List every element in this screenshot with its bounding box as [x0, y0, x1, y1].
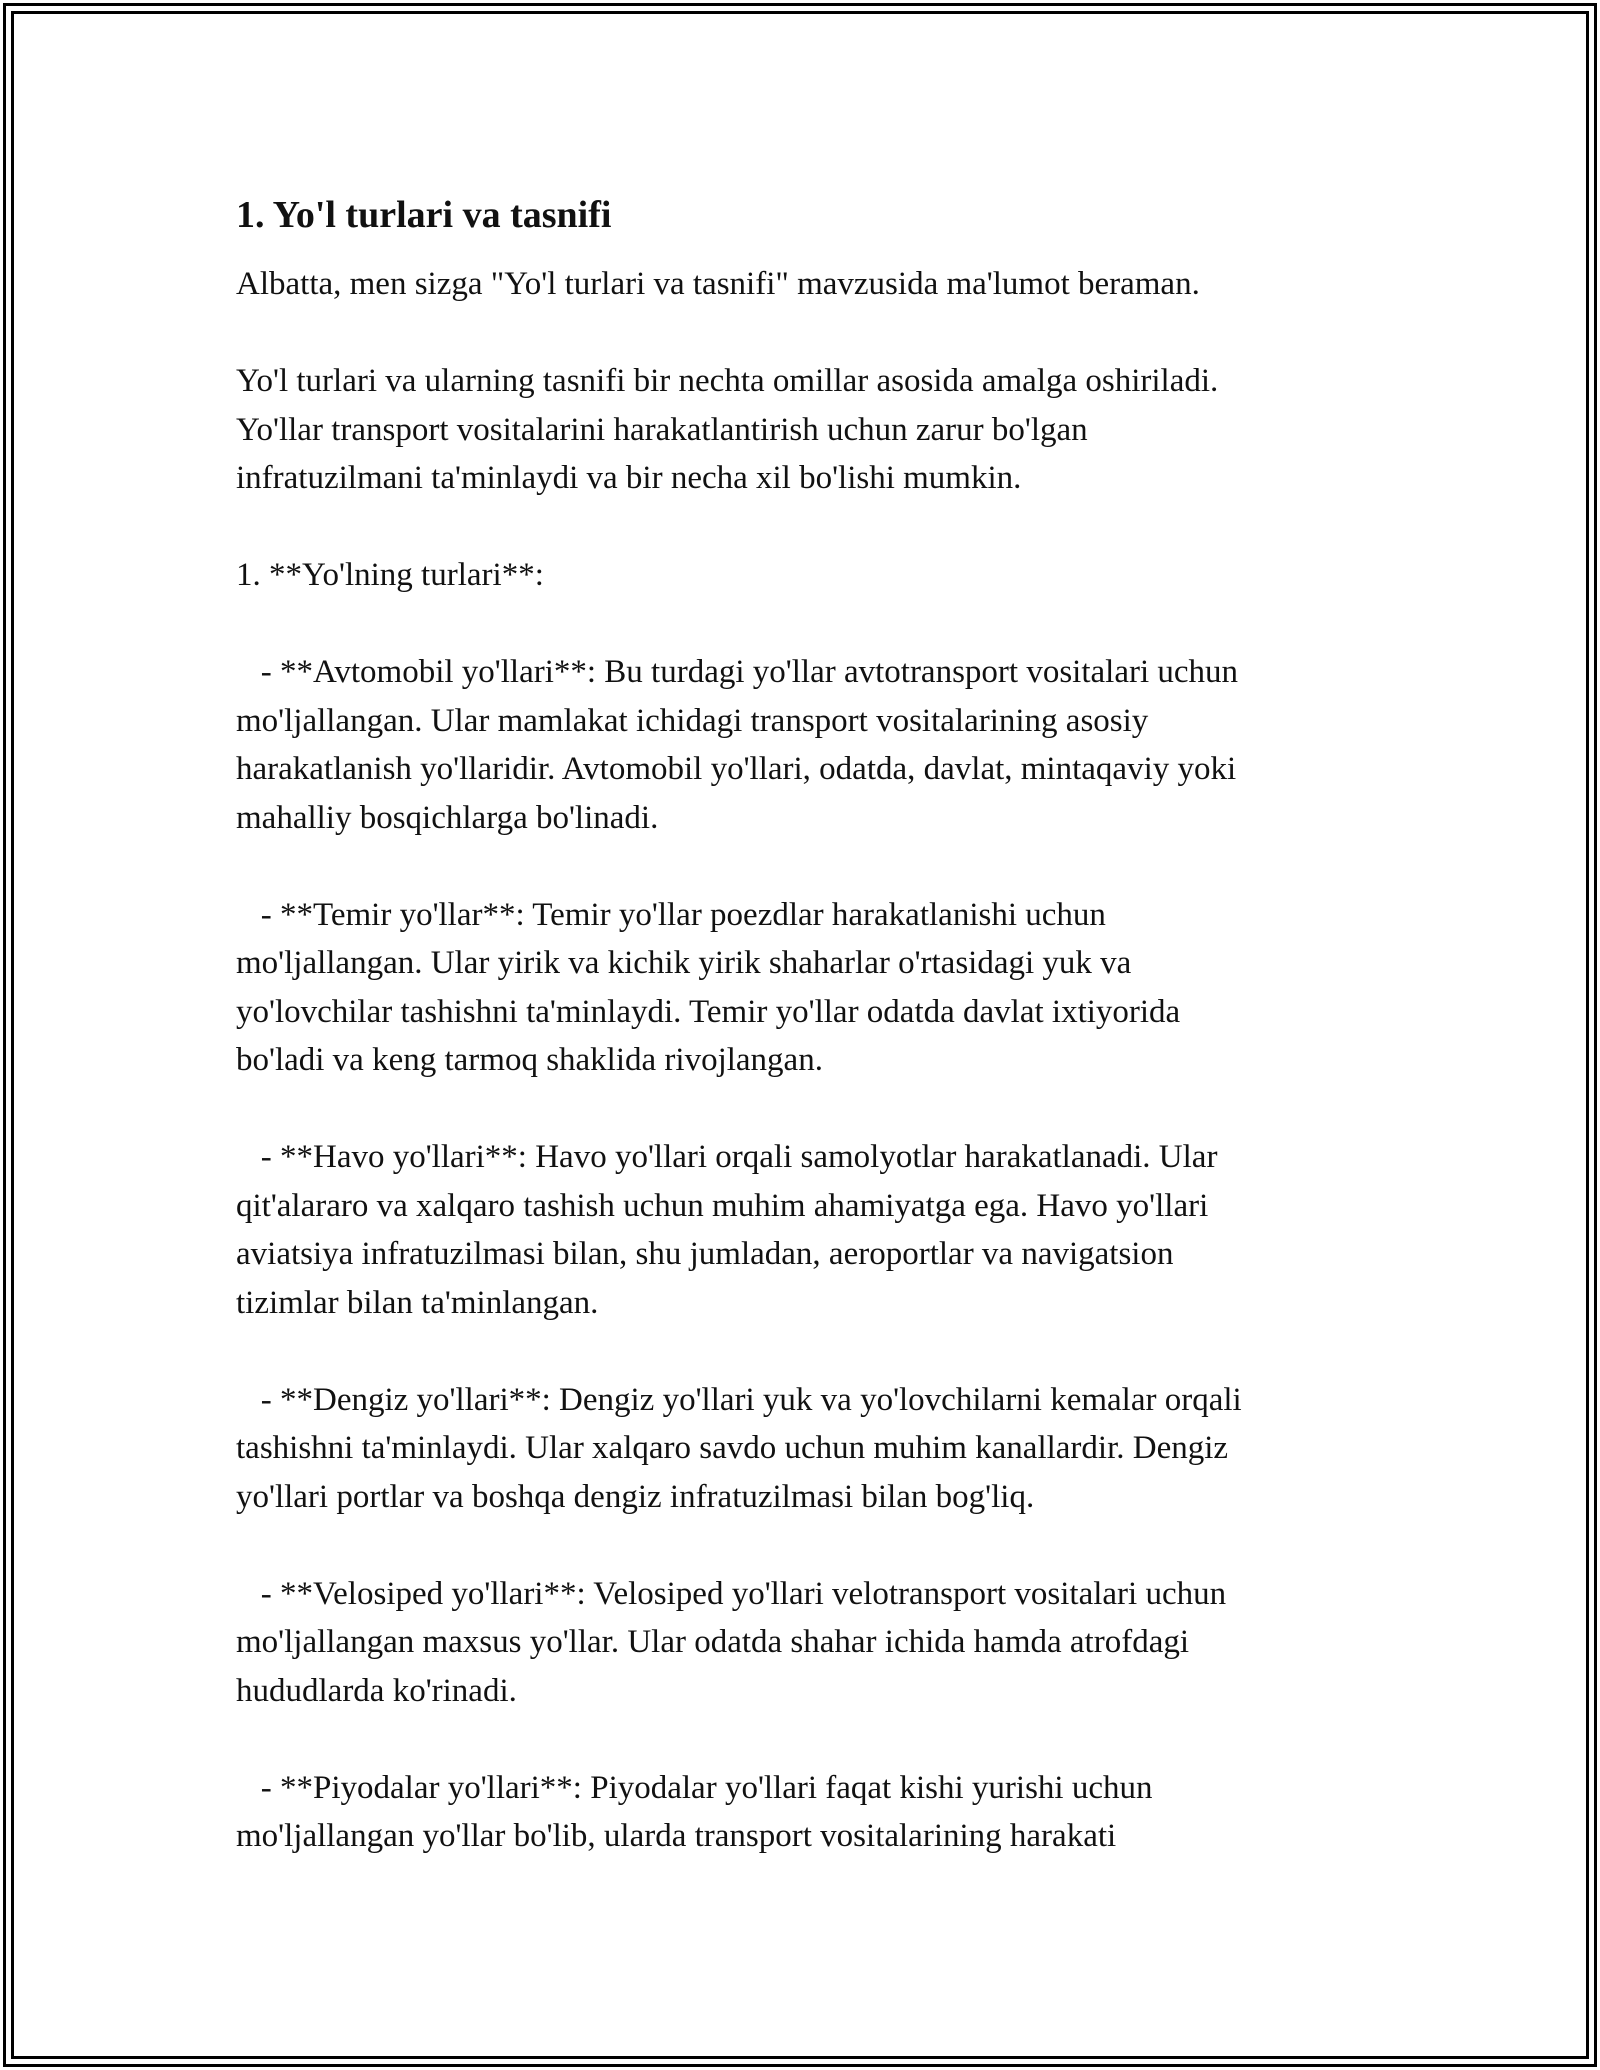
paragraph-list	[236, 260, 1386, 1861]
paragraph	[236, 891, 1386, 1085]
document-body	[236, 190, 1386, 1909]
paragraph-line: - **Temir yo'llar**: Temir yo'llar poezdlar harakatlanishi uchun	[236, 896, 1106, 933]
paragraph-line: - **Havo yo'llari**: Havo yo'llari orqali samolyotlar harakatlanadi. Ular	[236, 1139, 1218, 1175]
paragraph-line: tizimlar bilan ta'minlangan.	[236, 1284, 599, 1321]
paragraph-line: mahalliy bosqichlarga bo'linadi.	[236, 799, 659, 836]
paragraph-line: mo'ljallangan. Ular yirik va kichik yirik shaharlar o'rtasidagi yuk va	[236, 945, 1132, 981]
paragraph-line: 1. **Yo'lning turlari**:	[236, 557, 544, 593]
document-title: 1. Yo'l turlari va tasnifi	[236, 194, 612, 236]
paragraph-line: mo'ljallangan maxsus yo'llar. Ular odatda shahar ichida hamda atrofdagi	[236, 1624, 1190, 1660]
paragraph-line: mo'ljallangan yo'llar bo'lib, ularda transport vositalarining harakati	[236, 1818, 1117, 1854]
paragraph	[236, 1376, 1386, 1522]
paragraph	[236, 551, 1386, 600]
paragraph	[236, 1570, 1386, 1716]
paragraph-line: tashishni ta'minlaydi. Ular xalqaro savdo uchun muhim kanallardir. Dengiz	[236, 1430, 1229, 1466]
paragraph	[236, 1764, 1386, 1861]
paragraph-line: Yo'l turlari va ularning tasnifi bir nechta omillar asosida amalga oshiriladi.	[236, 363, 1219, 399]
paragraph-line: - **Avtomobil yo'llari**: Bu turdagi yo'llar avtotransport vositalari uchun	[236, 654, 1239, 690]
paragraph-line: mo'ljallangan. Ular mamlakat ichidagi transport vositalarining asosiy	[236, 702, 1149, 739]
paragraph-line: hududlarda ko'rinadi.	[236, 1672, 517, 1709]
paragraph	[236, 260, 1386, 309]
paragraph-line: infratuzilmani ta'minlaydi va bir necha xil bo'lishi mumkin.	[236, 460, 1022, 496]
paragraph-line: Albatta, men sizga "Yo'l turlari va tasnifi" mavzusida ma'lumot beraman.	[236, 266, 1200, 302]
paragraph-line: harakatlanish yo'llaridir. Avtomobil yo'llari, odatda, davlat, mintaqaviy yoki	[236, 751, 1237, 787]
paragraph	[236, 648, 1386, 842]
paragraph-line: qit'alararo va xalqaro tashish uchun muhim ahamiyatga ega. Havo yo'llari	[236, 1187, 1209, 1224]
paragraph-line: aviatsiya infratuzilmasi bilan, shu jumladan, aeroportlar va navigatsion	[236, 1236, 1174, 1272]
paragraph	[236, 1133, 1386, 1327]
paragraph	[236, 357, 1386, 503]
paragraph-line: yo'lovchilar tashishni ta'minlaydi. Temir yo'llar odatda davlat ixtiyorida	[236, 993, 1181, 1030]
paragraph-line: bo'ladi va keng tarmoq shaklida rivojlangan.	[236, 1042, 823, 1078]
paragraph-line: Yo'llar transport vositalarini harakatlantirish uchun zarur bo'lgan	[236, 411, 1088, 448]
paragraph-line: - **Velosiped yo'llari**: Velosiped yo'llari velotransport vositalari uchun	[236, 1575, 1227, 1612]
paragraph-line: - **Piyodalar yo'llari**: Piyodalar yo'llari faqat kishi yurishi uchun	[236, 1769, 1153, 1806]
paragraph-line: yo'llari portlar va boshqa dengiz infratuzilmasi bilan bog'liq.	[236, 1478, 1035, 1515]
paragraph-line: - **Dengiz yo'llari**: Dengiz yo'llari yuk va yo'lovchilarni kemalar orqali	[236, 1381, 1242, 1418]
